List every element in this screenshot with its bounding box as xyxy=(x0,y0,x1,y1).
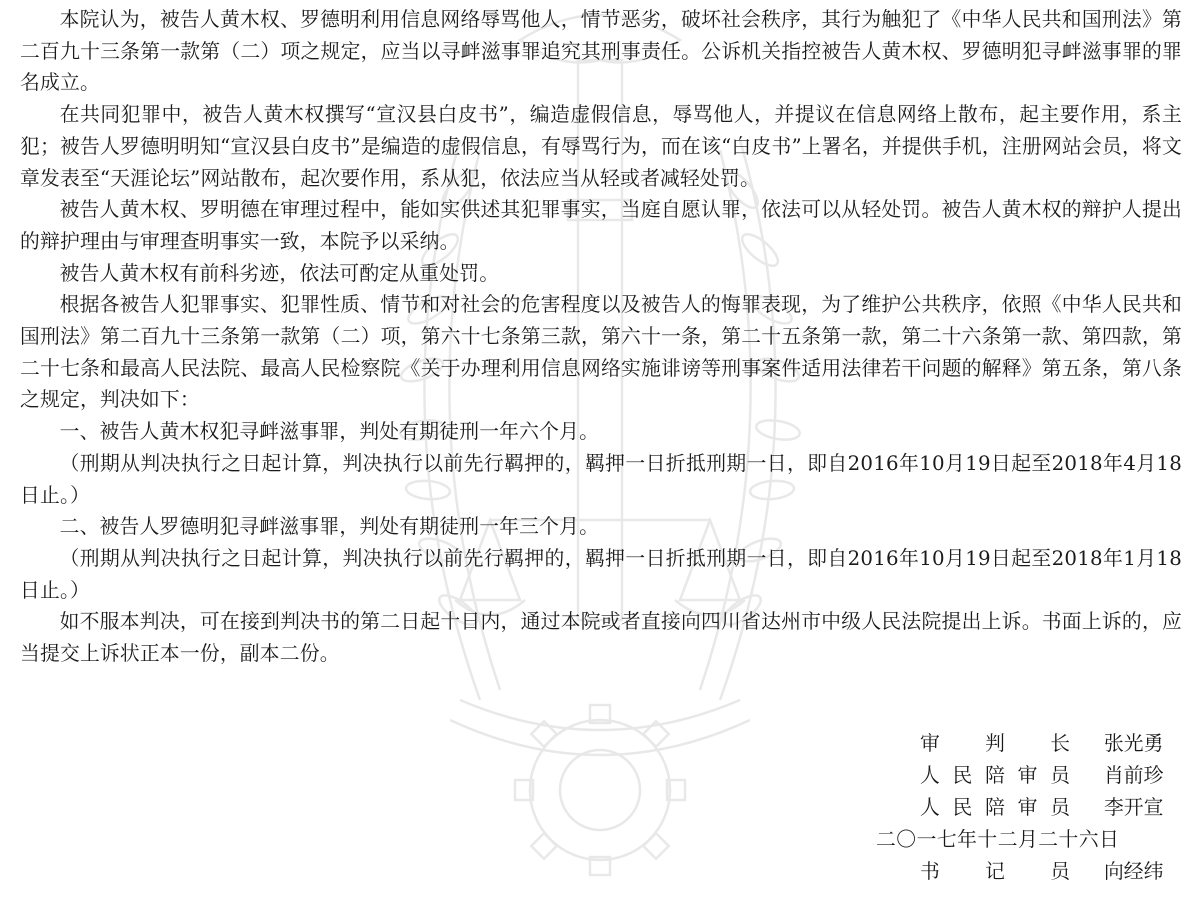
signature-chief-judge xyxy=(860,728,1180,760)
juror-2-name: 李开宣 xyxy=(1104,796,1164,819)
paragraph-sentence-1-term: （刑期从判决执行之日起计算，判决执行以前先行羁押的，羁押一日折抵刑期一日，即自2016年10月19日起至2018年4月18日止。） xyxy=(20,451,1182,507)
signature-juror-2 xyxy=(860,792,1180,824)
signature-clerk xyxy=(860,856,1180,888)
judgment-date: 二〇一七年十二月二十六日 xyxy=(876,828,1120,851)
paragraph-sentence-2: 二、被告人罗德明犯寻衅滋事罪，判处有期徒刑一年三个月。 xyxy=(59,515,600,539)
clerk-name: 向经纬 xyxy=(1104,860,1164,883)
judgment-body xyxy=(20,0,1182,670)
juror-2-title: 人民陪审员 xyxy=(920,796,1070,819)
paragraph-confession: 被告人黄木权、罗明德在审理过程中，能如实供述其犯罪事实，当庭自愿认罪，依法可以从轻处罚。被告人黄木权的辩护人提出的辩护理由与审理查明事实一致，本院予以采纳。 xyxy=(20,198,1182,253)
paragraph-appeal-notice: 如不服本判决，可在接到判决书的第二日起十日内，通过本院或者直接向四川省达州市中级人民法院提出上诉。书面上诉的，应当提交上诉状正本一份，副本二份。 xyxy=(20,610,1182,666)
paragraph-sentence-1: 一、被告人黄木权犯寻衅滋事罪，判处有期徒刑一年六个月。 xyxy=(59,420,600,444)
chief-judge-title: 审 判 长 xyxy=(920,732,1070,755)
juror-1-title: 人民陪审员 xyxy=(920,764,1070,787)
paragraph-legal-basis: 根据各被告人犯罪事实、犯罪性质、情节和对社会的危害程度以及被告人的悔罪表现，为了维护公共秩序，依照《中华人民共和国刑法》第二百九十三条第一款第（二）项，第六十七条第三款，第六十一条，第二十五条第一款，第二十六条第一款、第四款，第二十七条和最高人民法院、最高人民检察院《关于办理利用信息网络实施诽谤等刑事案件适用法律若干问题的解释》第五条，第八条之规定，判决如下： xyxy=(20,293,1182,412)
juror-1-name: 肖前珍 xyxy=(1104,764,1164,787)
paragraph-joint-crime: 在共同犯罪中，被告人黄木权撰写“宣汉县白皮书”，编造虚假信息，辱骂他人，并提议在信息网络上散布，起主要作用，系主犯；被告人罗德明明知“宣汉县白皮书”是编造的虚假信息，有辱骂行为，而在该“白皮书”上署名，并提供手机，注册网站会员，将文章发表至“天涯论坛”网站散布，起次要作用，系从犯，依法应当从轻或者减轻处罚。 xyxy=(20,103,1182,190)
signature-block xyxy=(860,728,1180,888)
chief-judge-name: 张光勇 xyxy=(1104,732,1164,755)
clerk-title: 书 记 员 xyxy=(920,860,1070,883)
paragraph-court-opinion: 本院认为，被告人黄木权、罗德明利用信息网络辱骂他人，情节恶劣，破坏社会秩序，其行为触犯了《中华人民共和国刑法》第二百九十三条第一款第（二）项之规定，应当以寻衅滋事罪追究其刑事责任。公诉机关指控被告人黄木权、罗德明犯寻衅滋事罪的罪名成立。 xyxy=(20,8,1182,95)
paragraph-prior-record: 被告人黄木权有前科劣迹，依法可酌定从重处罚。 xyxy=(59,261,500,285)
signature-juror-1 xyxy=(860,760,1180,792)
paragraph-sentence-2-term: （刑期从判决执行之日起计算，判决执行以前先行羁押的，羁押一日折抵刑期一日，即自2016年10月19日起至2018年1月18日止。） xyxy=(20,546,1182,602)
